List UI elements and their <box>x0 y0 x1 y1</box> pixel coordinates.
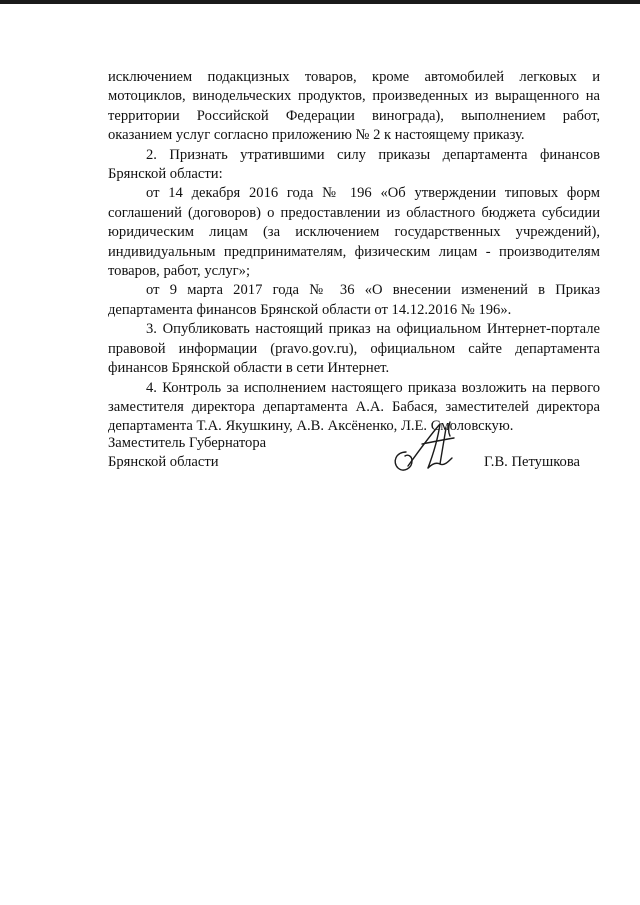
paragraph-continuation: исключением подакцизных товаров, кроме автомобилей легковых и мотоциклов, винодельческих продуктов, произведенных из выращенного на территории Российской Федерации винограда), выполнением работ, оказанием услуг согласно приложению № 2 к настоящему приказу. <box>108 69 600 144</box>
paragraph-item-4: 4. Контроль за исполнением настоящего приказа возложить на первого заместителя директора департамента А.А. Бабася, заместителей директора департамента Т.А. Якушкину, А.В. Аксёненко, Л.Е. Смоловскую. <box>108 379 600 435</box>
signatory-position-line1: Заместитель Губернатора <box>108 435 267 451</box>
paragraph-item-2: 2. Признать утратившими силу приказы департамента финансов Брянской области: <box>108 146 600 183</box>
signatory-name: Г.В. Петушкова <box>484 454 581 470</box>
paragraph-repealed-order-36: от 9 марта 2017 года № 36 «О внесении изменений в Приказ департамента финансов Брянской области от 14.12.2016 № 196». <box>108 282 600 318</box>
paragraph-repealed-order-196: от 14 декабря 2016 года № 196 «Об утверждении типовых форм соглашений (договоров) о предоставлении из областного бюджета субсидии юридическим лицам (за исключением государственных учреждений), индивидуальным предпринимателям, физическим лицам - производителям товаров, работ, услуг»; <box>108 185 600 280</box>
signatory-position <box>108 434 266 473</box>
handwritten-signature <box>388 418 472 474</box>
document-body <box>108 68 600 437</box>
paragraph-item-3: 3. Опубликовать настоящий приказ на официальном Интернет-портале правовой информации (pravo.gov.ru), официальном сайте департамента финансов Брянской области в сети Интернет. <box>108 321 600 377</box>
top-border-line <box>0 0 640 4</box>
signatory-position-line2: Брянской области <box>108 454 219 471</box>
